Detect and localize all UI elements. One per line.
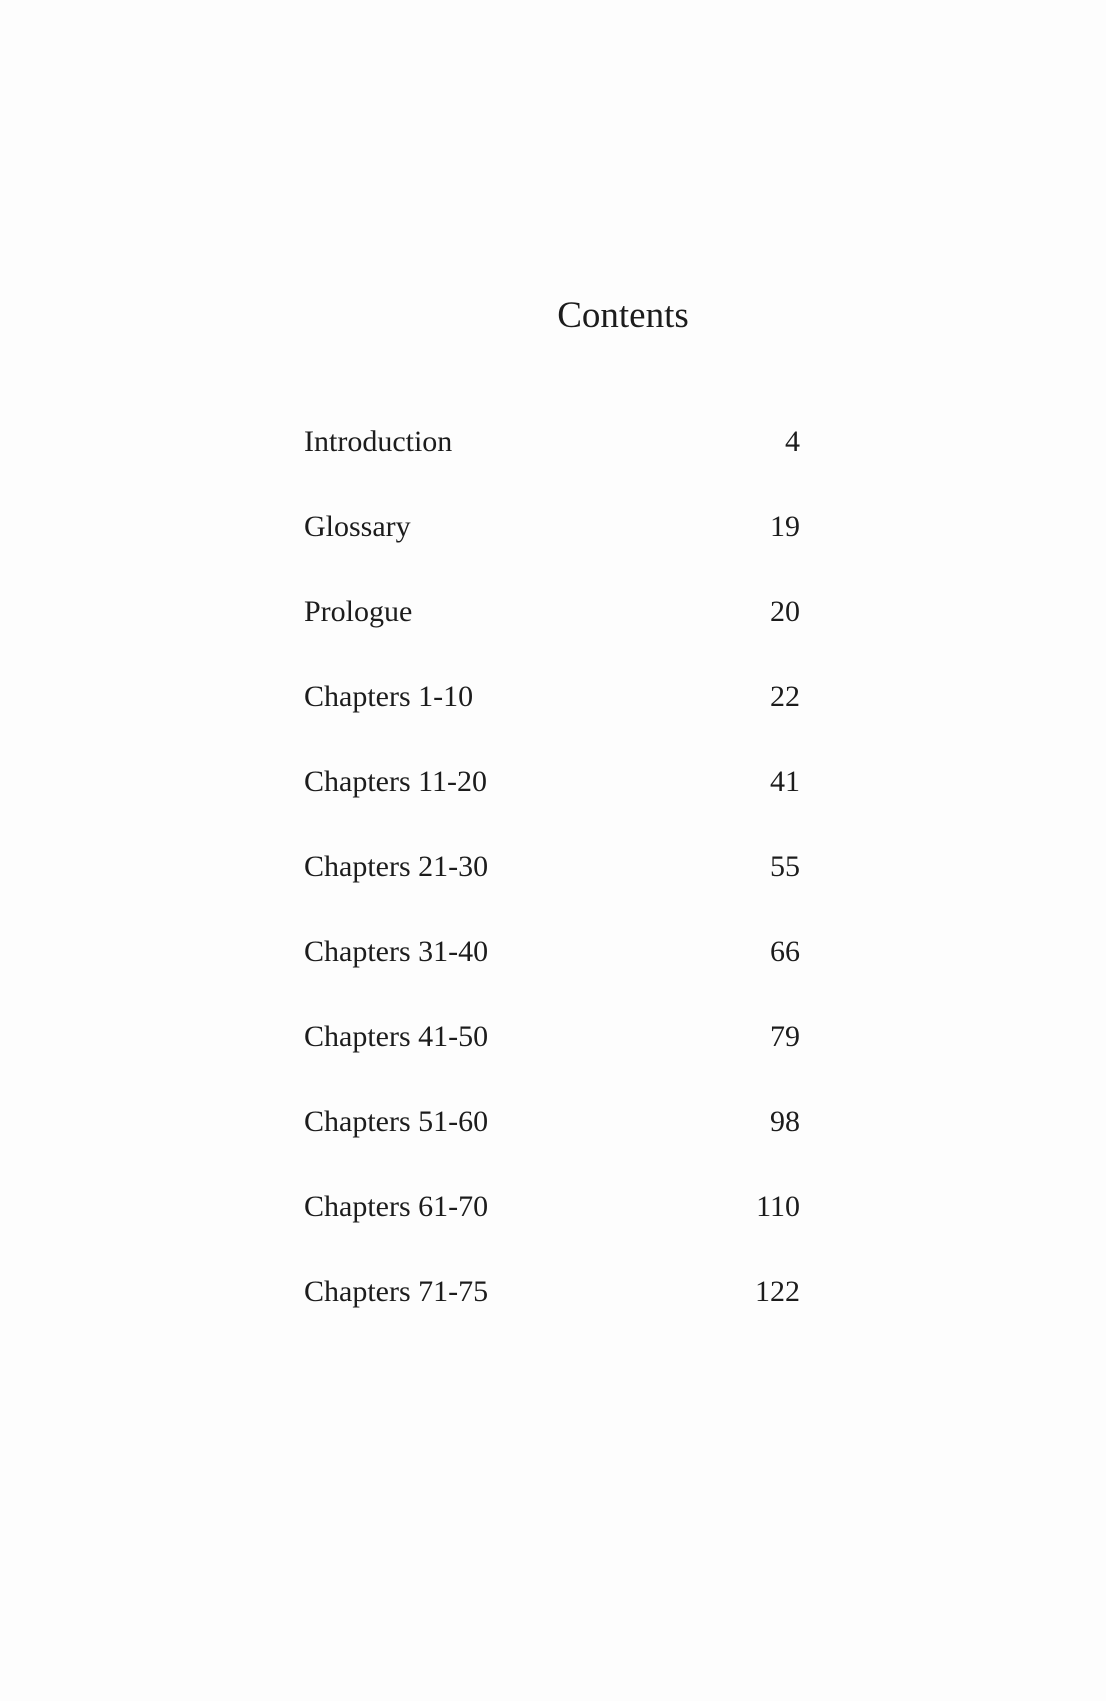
toc-entry-label: Chapters 41-50 [304, 1020, 489, 1053]
toc-entry-chapters-71-75[interactable] [304, 1270, 800, 1355]
toc-entry-chapters-31-40[interactable] [304, 930, 800, 1015]
toc-entry-page-number: 79 [770, 1020, 800, 1053]
toc-entry-chapters-1-10[interactable] [304, 675, 800, 760]
toc-entry-label: Chapters 21-30 [304, 850, 489, 883]
toc-entry-page-number: 110 [756, 1190, 800, 1223]
toc-entry-label: Chapters 31-40 [304, 935, 489, 968]
toc-entry-chapters-61-70[interactable] [304, 1185, 800, 1270]
page-title: Contents [557, 295, 689, 336]
toc-entry-page-number: 19 [770, 510, 800, 543]
toc-entry-page-number: 41 [770, 765, 800, 798]
toc-entry-label: Prologue [304, 595, 413, 628]
toc-entry-glossary[interactable] [304, 505, 800, 590]
toc-entry-chapters-21-30[interactable] [304, 845, 800, 930]
table-of-contents [304, 420, 800, 1355]
toc-entry-prologue[interactable] [304, 590, 800, 675]
toc-entry-page-number: 98 [770, 1105, 800, 1138]
toc-entry-label: Chapters 71-75 [304, 1275, 489, 1308]
toc-entry-page-number: 4 [785, 425, 800, 458]
toc-entry-label: Chapters 11-20 [304, 765, 488, 798]
toc-entry-page-number: 55 [770, 850, 800, 883]
toc-entry-label: Introduction [304, 425, 453, 458]
toc-entry-page-number: 22 [770, 680, 800, 713]
toc-entry-label: Chapters 51-60 [304, 1105, 489, 1138]
toc-entry-chapters-11-20[interactable] [304, 760, 800, 845]
toc-entry-introduction[interactable] [304, 420, 800, 505]
toc-entry-label: Glossary [304, 510, 411, 543]
toc-entry-page-number: 122 [755, 1275, 800, 1308]
toc-entry-page-number: 66 [770, 935, 800, 968]
toc-entry-chapters-41-50[interactable] [304, 1015, 800, 1100]
toc-entry-label: Chapters 61-70 [304, 1190, 489, 1223]
toc-entry-page-number: 20 [770, 595, 800, 628]
toc-entry-chapters-51-60[interactable] [304, 1100, 800, 1185]
toc-entry-label: Chapters 1-10 [304, 680, 474, 713]
